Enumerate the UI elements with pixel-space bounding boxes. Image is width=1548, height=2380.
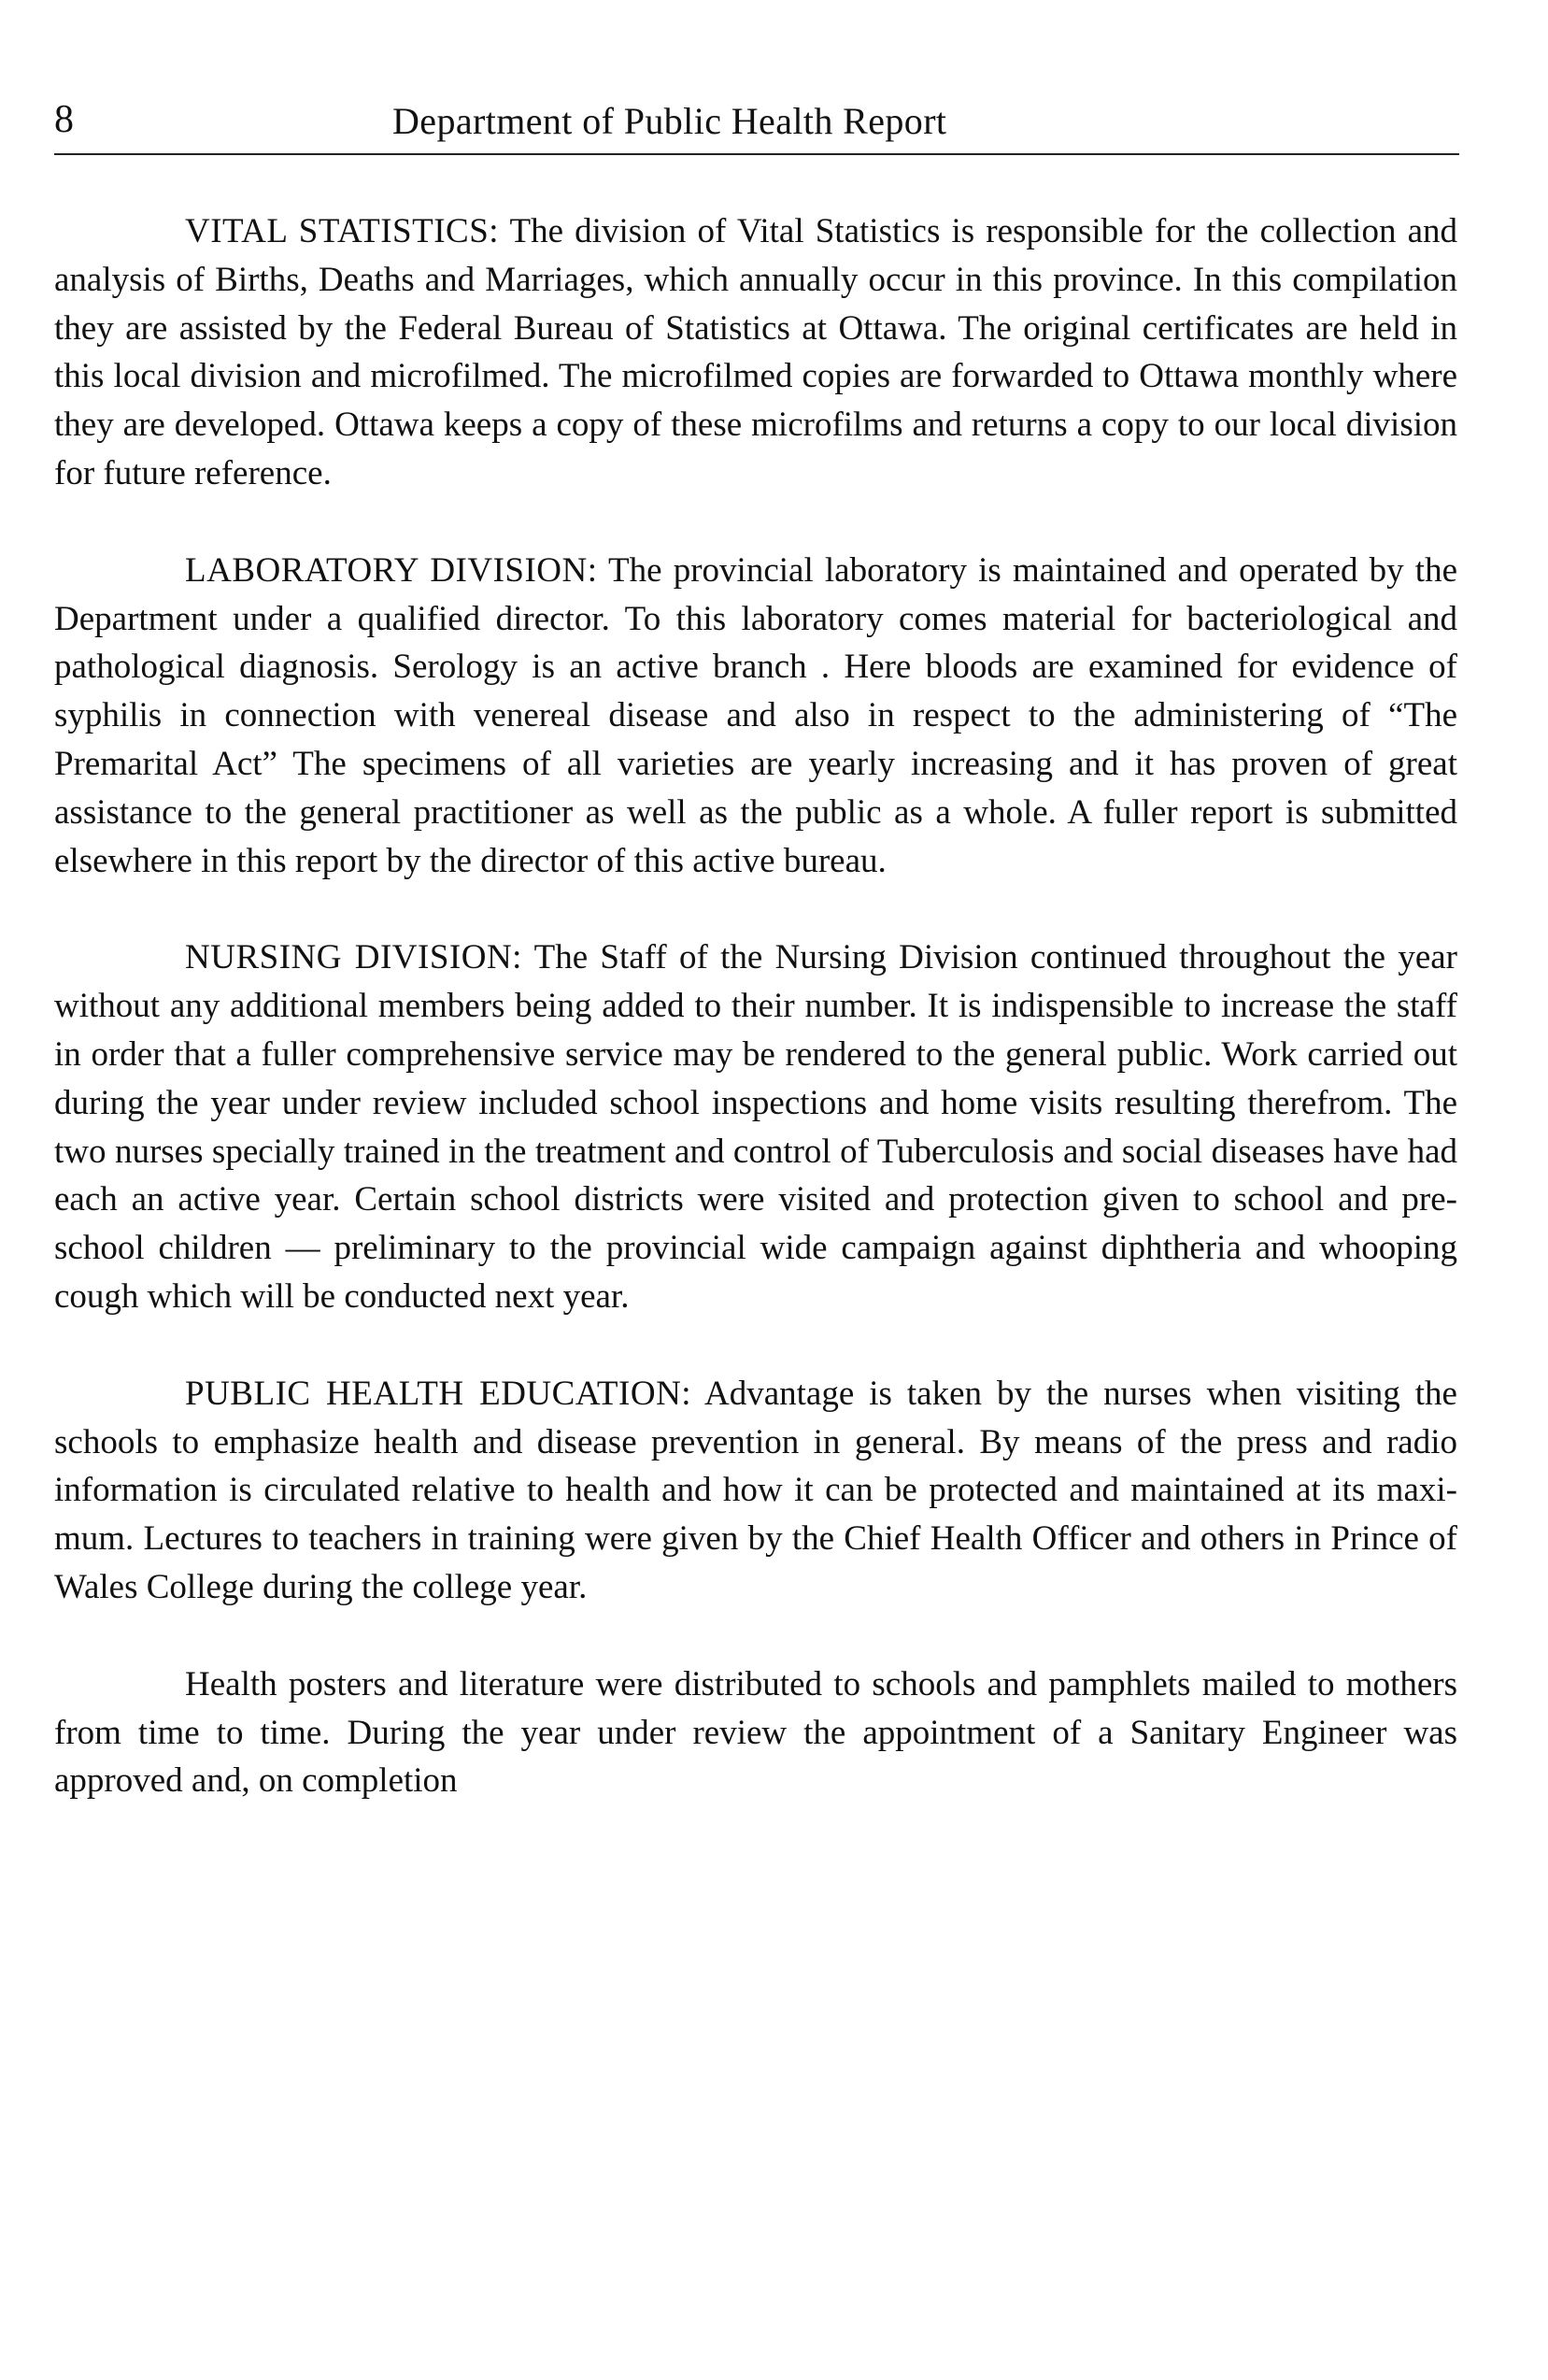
section-heading: VITAL STATISTICS: — [185, 212, 500, 250]
paragraph-health-posters — [54, 1660, 1457, 1805]
paragraph-nursing-division — [54, 933, 1457, 1320]
body-text — [54, 207, 1457, 1805]
paragraph-text: Health posters and literature were distributed to schools and pamphlets mailed to mothers from time to time. During the year under review the appointment of a Sanitary Engineer was approved and, on completion — [54, 1664, 1457, 1801]
section-heading: LABORATORY DIVISION: — [185, 550, 598, 590]
paragraph-text: The division of Vital Statistics is responsible for the collection and analysis of Births, Deaths and Marriages, which annually occur in this province. In this compilation they are assisted by the Federal Bureau of Statistics at Ottawa. The original certificates are held in this local division and microfilmed. The microfilmed copies are forwarded to Ottawa monthly where they are developed. Ottawa keeps a copy of these microfilms and returns a copy to our local division for future reference. — [54, 212, 1458, 492]
running-head: Department of Public Health Report — [392, 100, 947, 142]
paragraph-vital-statistics — [54, 207, 1457, 498]
header-rule — [54, 153, 1459, 155]
paragraph-text: The provincial laboratory is maintained and operated by the Department under a qualified director. To this laboratory comes material for bacteriological and pathological diagnosis. Serology is an active branch . Here bloods are examined for evidence of syphilis in connection with venereal disease and also in respect to the administering of “The Premarital Act” The specimens of all varieties are yearly increasing and it has proven of great assistance to the general practitioner as well as the public as a whole. A fuller report is submitted elsewhere in this report by the director of this active bureau. — [54, 550, 1458, 880]
paragraph-laboratory-division — [54, 547, 1457, 886]
section-heading: PUBLIC HEALTH EDUCATION: — [185, 1374, 692, 1413]
page-header — [54, 92, 1459, 159]
section-heading: NURSING DIVISION: — [185, 938, 522, 977]
paragraph-text: The Staff of the Nursing Division continued throughout the year without any additional members being added to their number. It is indispensible to increase the staff in order that a fuller comprehensive service may be rendered to the general public. Work carried out during the year under review included school inspections and home visits resulting therefrom. The two nurses specially trained in the treatment and control of Tuberculosis and social diseases have had each an active year. Certain school districts were visited and protection given to school and pre-school children — preliminary to the provincial wide campaign against diphtheria and whooping cough which will be conducted next year. — [54, 938, 1457, 1316]
page-number: 8 — [54, 98, 74, 141]
paragraph-public-health-education — [54, 1370, 1457, 1612]
paragraph-text: Advantage is taken by the nurses when visiting the schools to emphasize health and disease prevention in general. By means of the press and radio information is circulated relative to health and how it can be protected and maintained at its maximum. Lectures to teachers in training were given by the Chief Health Officer and others in Prince of Wales College during the college year. — [54, 1374, 1457, 1606]
